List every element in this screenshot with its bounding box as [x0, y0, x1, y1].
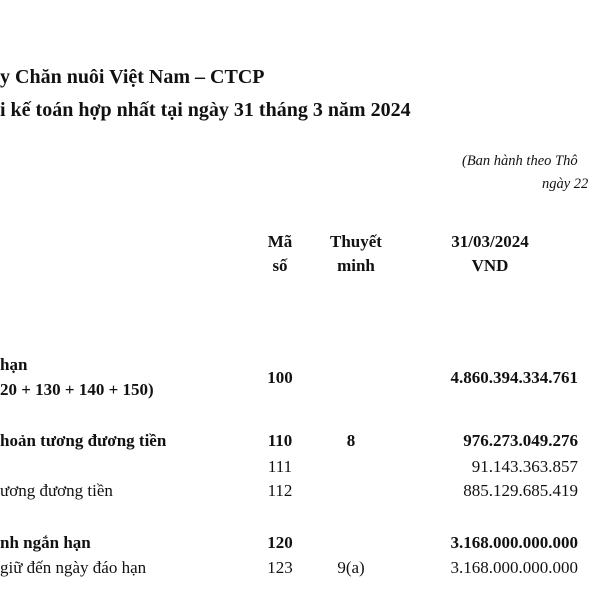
row-112-code: 112 — [267, 481, 293, 500]
row-120-label: nh ngắn hạn — [0, 533, 91, 552]
column-header-code — [250, 230, 310, 278]
row-110-note: 8 — [346, 431, 356, 450]
report-title: i kế toán hợp nhất tại ngày 31 tháng 3 năm 2024 — [0, 99, 411, 121]
row-111-amount: 91.143.363.857 — [471, 457, 578, 476]
column-header-note — [318, 230, 394, 278]
row-123-note: 9(a) — [337, 558, 365, 577]
column-header-note-line2: minh — [337, 256, 375, 275]
column-header-code-line1: Mã — [267, 232, 293, 251]
row-123-amount: 3.168.000.000.000 — [450, 558, 578, 577]
row-111-code: 111 — [267, 457, 293, 476]
row-100-label-line1: hạn — [0, 355, 28, 374]
row-120-amount: 3.168.000.000.000 — [450, 533, 578, 552]
row-110-amount: 976.273.049.276 — [463, 431, 578, 450]
row-100-amount: 4.860.394.334.761 — [450, 368, 578, 387]
row-123-label: giữ đến ngày đáo hạn — [0, 558, 147, 577]
column-header-date-line1: 31/03/2024 — [451, 232, 529, 251]
company-name: y Chăn nuôi Việt Nam – CTCP — [0, 66, 265, 88]
row-123-code: 123 — [267, 558, 293, 577]
row-112-label: ương đương tiền — [0, 481, 113, 500]
column-header-date — [420, 230, 560, 278]
issued-note-line1: (Ban hành theo Thô — [462, 153, 578, 169]
column-header-note-line1: Thuyết — [330, 232, 382, 251]
row-112-amount: 885.129.685.419 — [463, 481, 578, 500]
row-100-code: 100 — [267, 368, 293, 387]
row-110-code: 110 — [267, 431, 293, 450]
row-120-code: 120 — [267, 533, 293, 552]
column-header-date-line2: VND — [471, 256, 509, 275]
issued-note-line2: ngày 22 — [542, 176, 589, 192]
column-header-code-line2: số — [272, 256, 288, 275]
row-110-label: hoản tương đương tiền — [0, 431, 167, 450]
row-100-label-line2: 20 + 130 + 140 + 150) — [0, 380, 154, 399]
